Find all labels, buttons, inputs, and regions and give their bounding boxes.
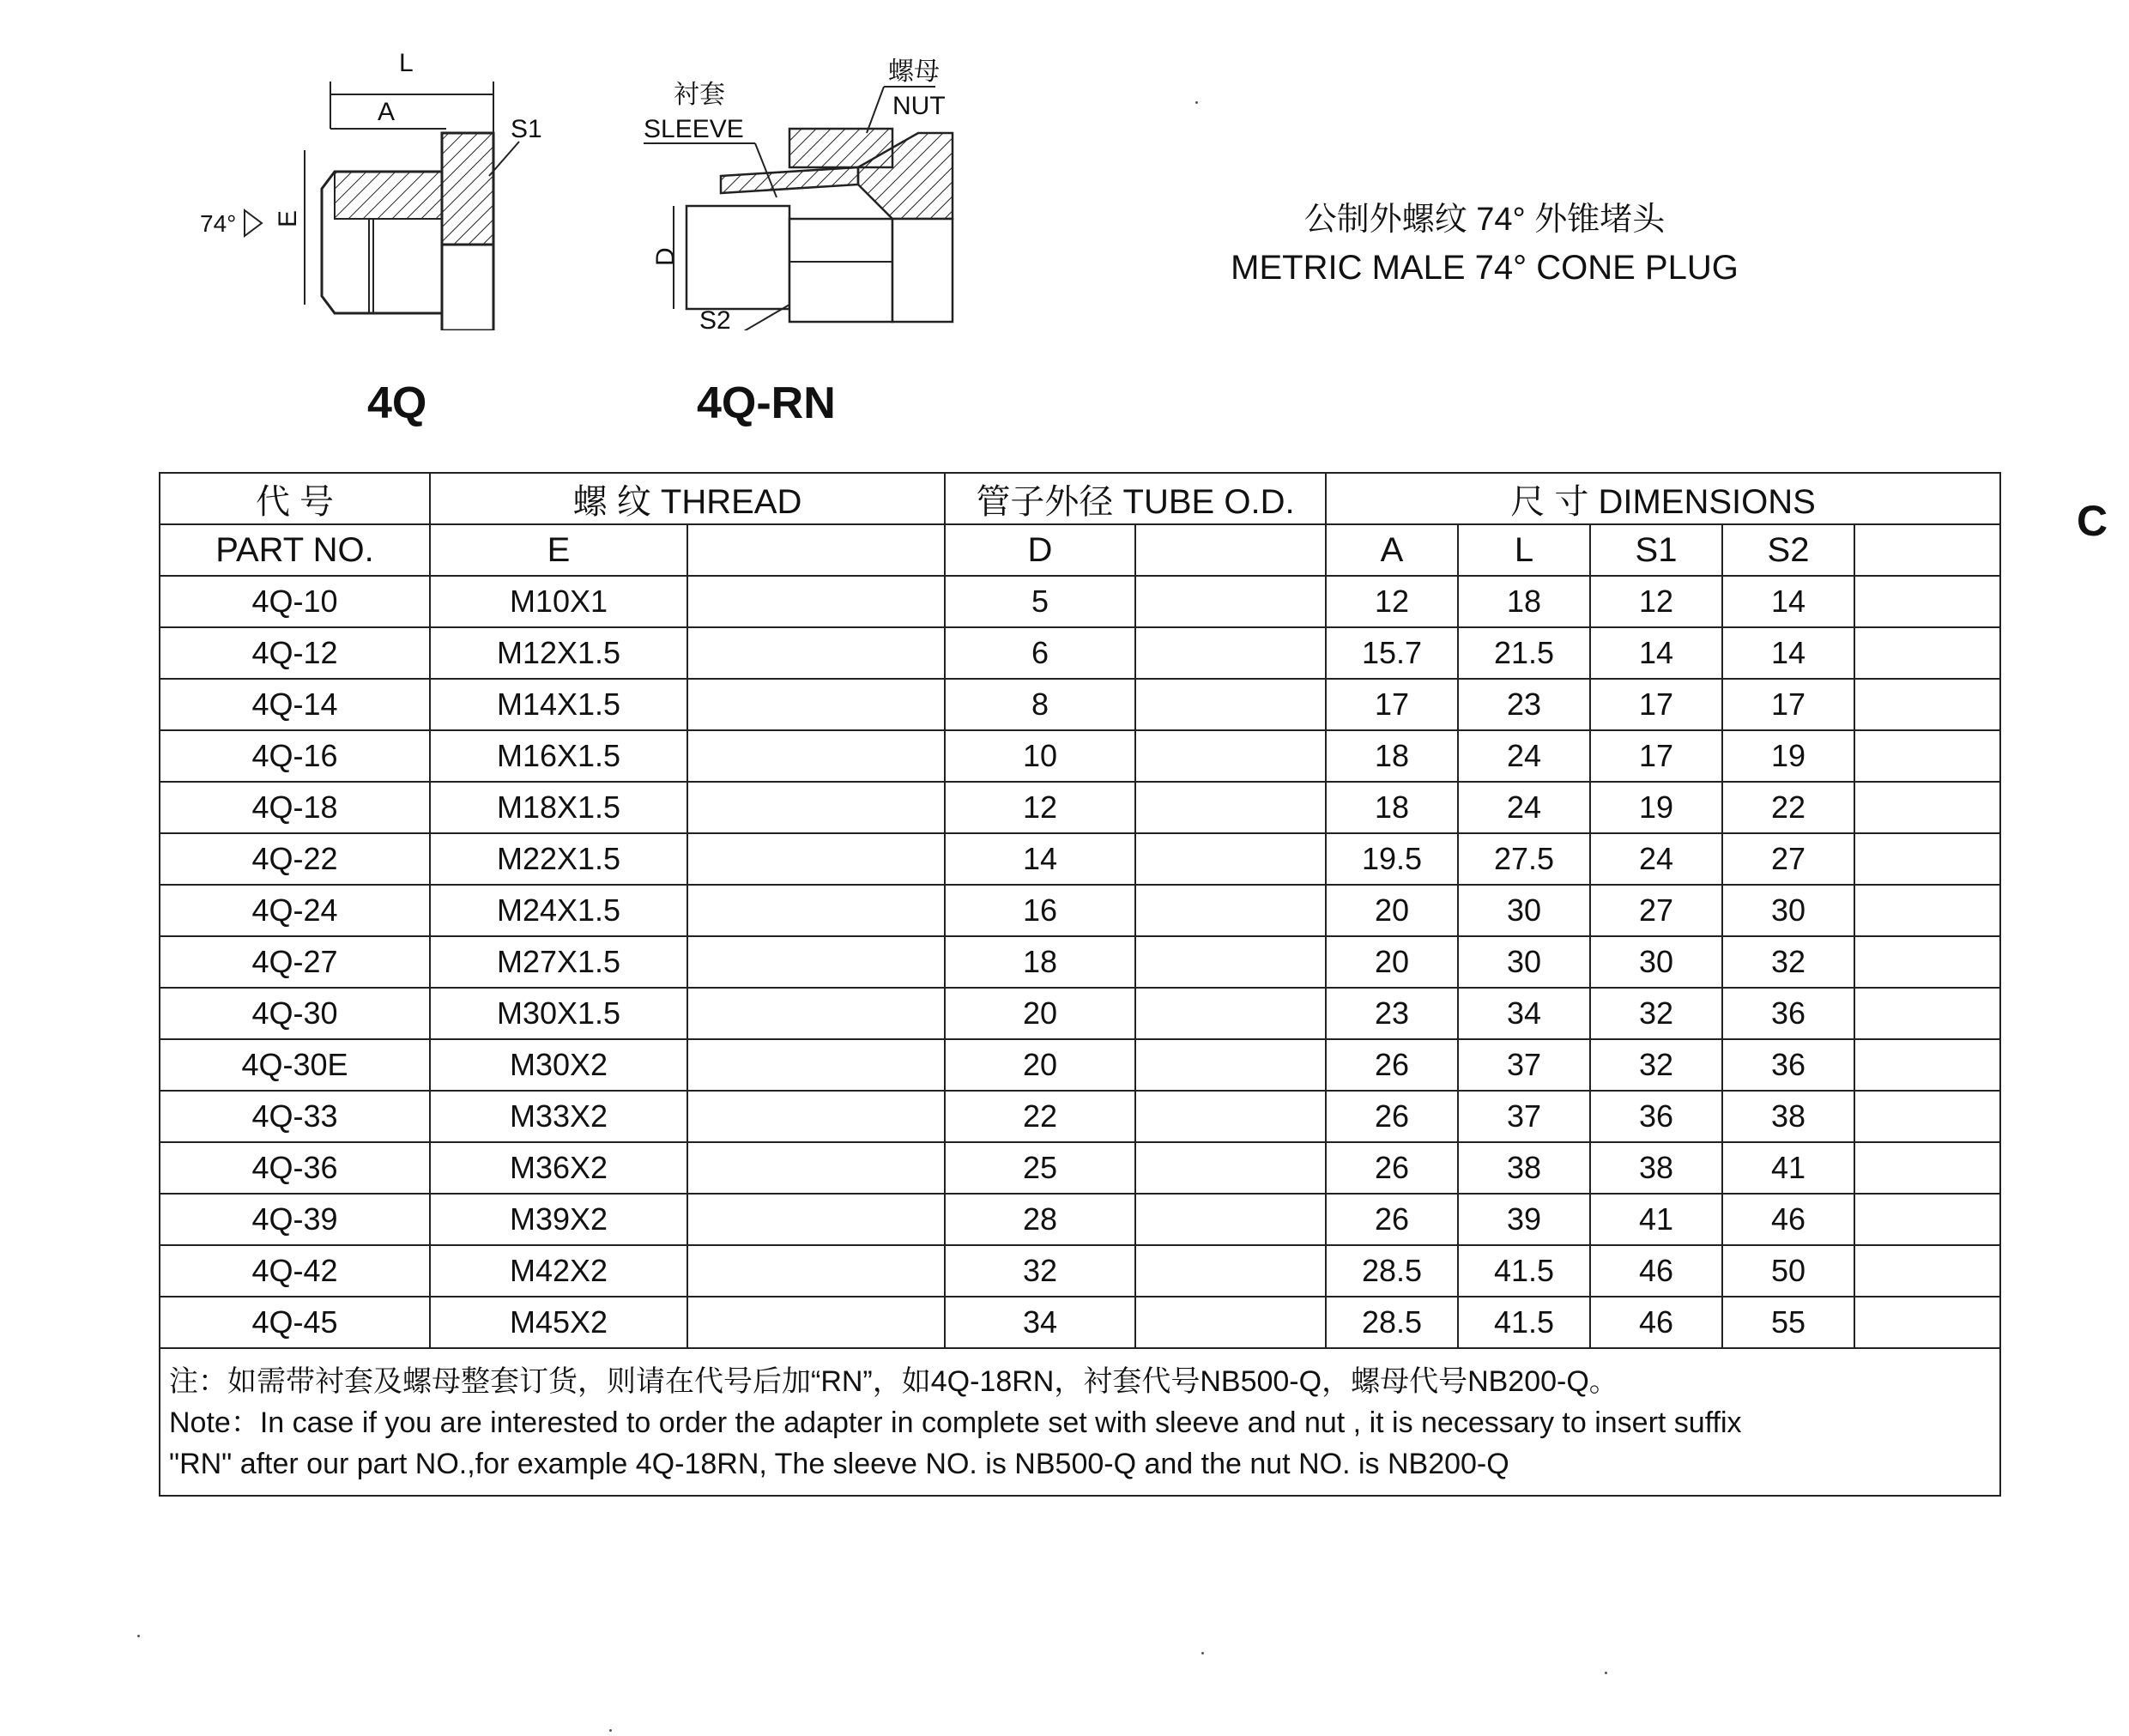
cell-dim-s1: 19 [1590, 782, 1722, 833]
cell-tube-od: 28 [945, 1194, 1135, 1245]
scan-speck [1195, 101, 1198, 104]
cell-dim-l: 30 [1458, 885, 1590, 936]
cell-dim-l: 27.5 [1458, 833, 1590, 885]
cell-dim-blank [1854, 730, 2000, 782]
cell-part-no: 4Q-22 [160, 833, 430, 885]
note-english-line-2: "RN" after our part NO.,for example 4Q-18RN, The sleeve NO. is NB500-Q and the nut NO. is NB200-Q [169, 1448, 1509, 1480]
cell-dim-l: 18 [1458, 576, 1590, 627]
table-row [160, 833, 2000, 885]
title-chinese: 公制外螺纹 74° 外锥堵头 [1303, 202, 1666, 238]
cell-dim-s1: 32 [1590, 988, 1722, 1039]
cell-dim-s2: 14 [1722, 576, 1854, 627]
cell-dim-s2: 30 [1722, 885, 1854, 936]
table-row [160, 1245, 2000, 1297]
cell-part-no: 4Q-18 [160, 782, 430, 833]
cell-dim-blank [1854, 627, 2000, 679]
cell-dim-s2: 46 [1722, 1194, 1854, 1245]
cell-dim-s2: 55 [1722, 1297, 1854, 1348]
cell-tube-blank [1135, 833, 1326, 885]
cell-thread-blank [687, 1297, 945, 1348]
cell-dim-l: 34 [1458, 988, 1590, 1039]
cell-dim-l: 41.5 [1458, 1245, 1590, 1297]
header-dim-l: L [1458, 524, 1590, 576]
cell-tube-blank [1135, 1297, 1326, 1348]
cell-dim-a: 23 [1326, 988, 1458, 1039]
cell-tube-od: 5 [945, 576, 1135, 627]
nut-cn-label: 螺母 [888, 57, 940, 86]
assembly-drawing [635, 47, 1004, 330]
header-dim-s1: S1 [1590, 524, 1722, 576]
cell-dim-l: 23 [1458, 679, 1590, 730]
cell-tube-blank [1135, 1091, 1326, 1142]
table-row [160, 1091, 2000, 1142]
table-row [160, 576, 2000, 627]
cell-dim-s2: 38 [1722, 1091, 1854, 1142]
cell-dim-l: 37 [1458, 1091, 1590, 1142]
cell-part-no: 4Q-36 [160, 1142, 430, 1194]
cell-dim-l: 41.5 [1458, 1297, 1590, 1348]
dim-s2-label: S2 [699, 306, 731, 330]
cell-thread: M27X1.5 [430, 936, 687, 988]
cell-tube-blank [1135, 576, 1326, 627]
cell-thread-blank [687, 1245, 945, 1297]
cell-dim-l: 30 [1458, 936, 1590, 988]
cell-dim-l: 38 [1458, 1142, 1590, 1194]
scan-speck [609, 1729, 612, 1732]
cell-thread: M24X1.5 [430, 885, 687, 936]
cell-dim-blank [1854, 1245, 2000, 1297]
header-row-2 [160, 524, 2000, 576]
cell-thread-blank [687, 885, 945, 936]
header-part-cn: 代 号 [160, 473, 430, 524]
cell-dim-s1: 38 [1590, 1142, 1722, 1194]
cell-tube-od: 22 [945, 1091, 1135, 1142]
cell-dim-s2: 50 [1722, 1245, 1854, 1297]
cell-dim-blank [1854, 1039, 2000, 1091]
dim-e-label: E [274, 209, 302, 227]
cell-dim-l: 24 [1458, 730, 1590, 782]
cell-tube-blank [1135, 627, 1326, 679]
cell-dim-blank [1854, 885, 2000, 936]
cell-dim-blank [1854, 576, 2000, 627]
cell-thread: M12X1.5 [430, 627, 687, 679]
cell-tube-od: 18 [945, 936, 1135, 988]
cell-thread-blank [687, 679, 945, 730]
cell-tube-od: 20 [945, 1039, 1135, 1091]
cell-thread: M18X1.5 [430, 782, 687, 833]
cell-thread-blank [687, 1194, 945, 1245]
cell-thread: M39X2 [430, 1194, 687, 1245]
cell-dim-l: 21.5 [1458, 627, 1590, 679]
cell-dim-blank [1854, 1194, 2000, 1245]
cell-tube-od: 25 [945, 1142, 1135, 1194]
cell-dim-a: 18 [1326, 782, 1458, 833]
cell-dim-s1: 46 [1590, 1245, 1722, 1297]
cell-part-no: 4Q-33 [160, 1091, 430, 1142]
cell-part-no: 4Q-14 [160, 679, 430, 730]
header-tube: 管子外径 TUBE O.D. [945, 473, 1326, 524]
cell-thread-blank [687, 1091, 945, 1142]
cell-part-no: 4Q-27 [160, 936, 430, 988]
cell-dim-blank [1854, 782, 2000, 833]
cell-dim-a: 28.5 [1326, 1297, 1458, 1348]
cell-thread-blank [687, 936, 945, 988]
cell-part-no: 4Q-42 [160, 1245, 430, 1297]
cell-dim-s2: 32 [1722, 936, 1854, 988]
cell-dim-a: 26 [1326, 1194, 1458, 1245]
cell-dim-blank [1854, 679, 2000, 730]
cell-dim-blank [1854, 833, 2000, 885]
header-tube-d: D [945, 524, 1135, 576]
cell-part-no: 4Q-10 [160, 576, 430, 627]
cell-dim-s1: 32 [1590, 1039, 1722, 1091]
cell-part-no: 4Q-30 [160, 988, 430, 1039]
header-dim-blank [1854, 524, 2000, 576]
cell-thread: M30X1.5 [430, 988, 687, 1039]
cell-dim-a: 12 [1326, 576, 1458, 627]
cell-thread: M30X2 [430, 1039, 687, 1091]
cell-thread-blank [687, 1039, 945, 1091]
cell-tube-blank [1135, 1245, 1326, 1297]
cell-dim-a: 17 [1326, 679, 1458, 730]
cell-dim-blank [1854, 988, 2000, 1039]
cell-tube-od: 12 [945, 782, 1135, 833]
cell-dim-blank [1854, 1142, 2000, 1194]
cell-dim-s1: 27 [1590, 885, 1722, 936]
cell-tube-blank [1135, 679, 1326, 730]
cell-dim-l: 37 [1458, 1039, 1590, 1091]
cell-dim-blank [1854, 1297, 2000, 1348]
table-row [160, 782, 2000, 833]
cell-dim-a: 20 [1326, 936, 1458, 988]
cell-tube-blank [1135, 988, 1326, 1039]
table-row [160, 730, 2000, 782]
table-row [160, 885, 2000, 936]
cell-dim-s1: 36 [1590, 1091, 1722, 1142]
sleeve-cn-label: 衬套 [674, 81, 725, 109]
cell-dim-a: 15.7 [1326, 627, 1458, 679]
cell-tube-blank [1135, 1039, 1326, 1091]
header-dimensions: 尺 寸 DIMENSIONS [1326, 473, 2000, 524]
note-chinese: 注：如需带衬套及螺母整套订货，则请在代号后加“RN”，如4Q-18RN，衬套代号NB500-Q，螺母代号NB200-Q。 [169, 1365, 1618, 1398]
cell-dim-s2: 41 [1722, 1142, 1854, 1194]
cell-thread: M42X2 [430, 1245, 687, 1297]
table-row [160, 1039, 2000, 1091]
cell-tube-blank [1135, 1142, 1326, 1194]
dim-s1-label: S1 [511, 115, 542, 143]
cell-tube-od: 32 [945, 1245, 1135, 1297]
spec-table [159, 472, 2001, 1497]
cell-dim-s1: 14 [1590, 627, 1722, 679]
table-row [160, 1194, 2000, 1245]
note-cell [160, 1348, 2000, 1496]
cell-thread: M22X1.5 [430, 833, 687, 885]
cell-dim-s2: 22 [1722, 782, 1854, 833]
header-thread-e: E [430, 524, 687, 576]
cell-dim-s2: 19 [1722, 730, 1854, 782]
cell-dim-a: 26 [1326, 1091, 1458, 1142]
cell-tube-od: 34 [945, 1297, 1135, 1348]
scan-speck [137, 1635, 140, 1637]
cell-thread: M36X2 [430, 1142, 687, 1194]
dim-l-label: L [399, 49, 414, 77]
cell-dim-s2: 36 [1722, 1039, 1854, 1091]
sleeve-en-label: SLEEVE [644, 115, 744, 143]
cell-tube-blank [1135, 730, 1326, 782]
cell-dim-s2: 27 [1722, 833, 1854, 885]
cell-tube-blank [1135, 782, 1326, 833]
header-part-en: PART NO. [160, 524, 430, 576]
cell-dim-blank [1854, 936, 2000, 988]
cell-tube-od: 20 [945, 988, 1135, 1039]
header-tube-blank [1135, 524, 1326, 576]
table-row [160, 679, 2000, 730]
cell-part-no: 4Q-39 [160, 1194, 430, 1245]
cell-thread: M45X2 [430, 1297, 687, 1348]
cell-thread-blank [687, 576, 945, 627]
cell-dim-s1: 46 [1590, 1297, 1722, 1348]
cell-dim-s1: 17 [1590, 679, 1722, 730]
cell-part-no: 4Q-45 [160, 1297, 430, 1348]
cell-thread: M33X2 [430, 1091, 687, 1142]
cell-thread-blank [687, 833, 945, 885]
cell-tube-od: 16 [945, 885, 1135, 936]
cell-dim-s1: 17 [1590, 730, 1722, 782]
cell-dim-s2: 36 [1722, 988, 1854, 1039]
cell-tube-blank [1135, 1194, 1326, 1245]
cell-dim-a: 20 [1326, 885, 1458, 936]
cell-dim-s1: 12 [1590, 576, 1722, 627]
table-row [160, 627, 2000, 679]
nut-en-label: NUT [892, 92, 946, 120]
scan-speck [1201, 1652, 1204, 1654]
angle-label: 74° [200, 210, 237, 237]
table-row [160, 936, 2000, 988]
cell-part-no: 4Q-30E [160, 1039, 430, 1091]
cell-dim-l: 39 [1458, 1194, 1590, 1245]
table-body [160, 576, 2000, 1348]
header-thread-blank [687, 524, 945, 576]
cell-thread: M16X1.5 [430, 730, 687, 782]
dim-d-label: D [651, 247, 680, 266]
cell-thread-blank [687, 782, 945, 833]
cell-dim-s2: 17 [1722, 679, 1854, 730]
cell-tube-od: 6 [945, 627, 1135, 679]
table-row [160, 988, 2000, 1039]
scan-speck [1605, 1672, 1607, 1674]
cell-dim-s1: 41 [1590, 1194, 1722, 1245]
cell-part-no: 4Q-24 [160, 885, 430, 936]
cell-thread-blank [687, 730, 945, 782]
cell-tube-od: 8 [945, 679, 1135, 730]
model-label-4qrn: 4Q-RN [697, 378, 836, 428]
cell-tube-od: 10 [945, 730, 1135, 782]
cell-thread: M10X1 [430, 576, 687, 627]
cell-dim-a: 26 [1326, 1142, 1458, 1194]
cell-dim-s1: 30 [1590, 936, 1722, 988]
note-row [160, 1348, 2000, 1496]
cell-dim-l: 24 [1458, 782, 1590, 833]
cell-part-no: 4Q-12 [160, 627, 430, 679]
cell-dim-a: 19.5 [1326, 833, 1458, 885]
cell-thread-blank [687, 988, 945, 1039]
cell-thread: M14X1.5 [430, 679, 687, 730]
cell-dim-s2: 14 [1722, 627, 1854, 679]
section-letter: C [2077, 497, 2108, 545]
cell-tube-od: 14 [945, 833, 1135, 885]
plug-drawing [184, 47, 553, 330]
cell-dim-a: 18 [1326, 730, 1458, 782]
cell-dim-s1: 24 [1590, 833, 1722, 885]
header-row-1 [160, 473, 2000, 524]
cell-thread-blank [687, 627, 945, 679]
cell-part-no: 4Q-16 [160, 730, 430, 782]
header-thread: 螺 纹 THREAD [430, 473, 945, 524]
model-label-4q: 4Q [367, 378, 427, 428]
cell-tube-blank [1135, 885, 1326, 936]
dim-a-label: A [378, 98, 396, 126]
header-dim-a: A [1326, 524, 1458, 576]
cell-dim-a: 26 [1326, 1039, 1458, 1091]
header-dim-s2: S2 [1722, 524, 1854, 576]
note-english-line-1: Note：In case if you are interested to order the adapter in complete set with sleeve and nut , it is necessary to insert suffix [169, 1406, 1742, 1439]
cell-thread-blank [687, 1142, 945, 1194]
table-row [160, 1142, 2000, 1194]
cell-tube-blank [1135, 936, 1326, 988]
title-english: METRIC MALE 74° CONE PLUG [1231, 249, 1739, 287]
table-row [160, 1297, 2000, 1348]
cell-dim-a: 28.5 [1326, 1245, 1458, 1297]
cell-dim-blank [1854, 1091, 2000, 1142]
